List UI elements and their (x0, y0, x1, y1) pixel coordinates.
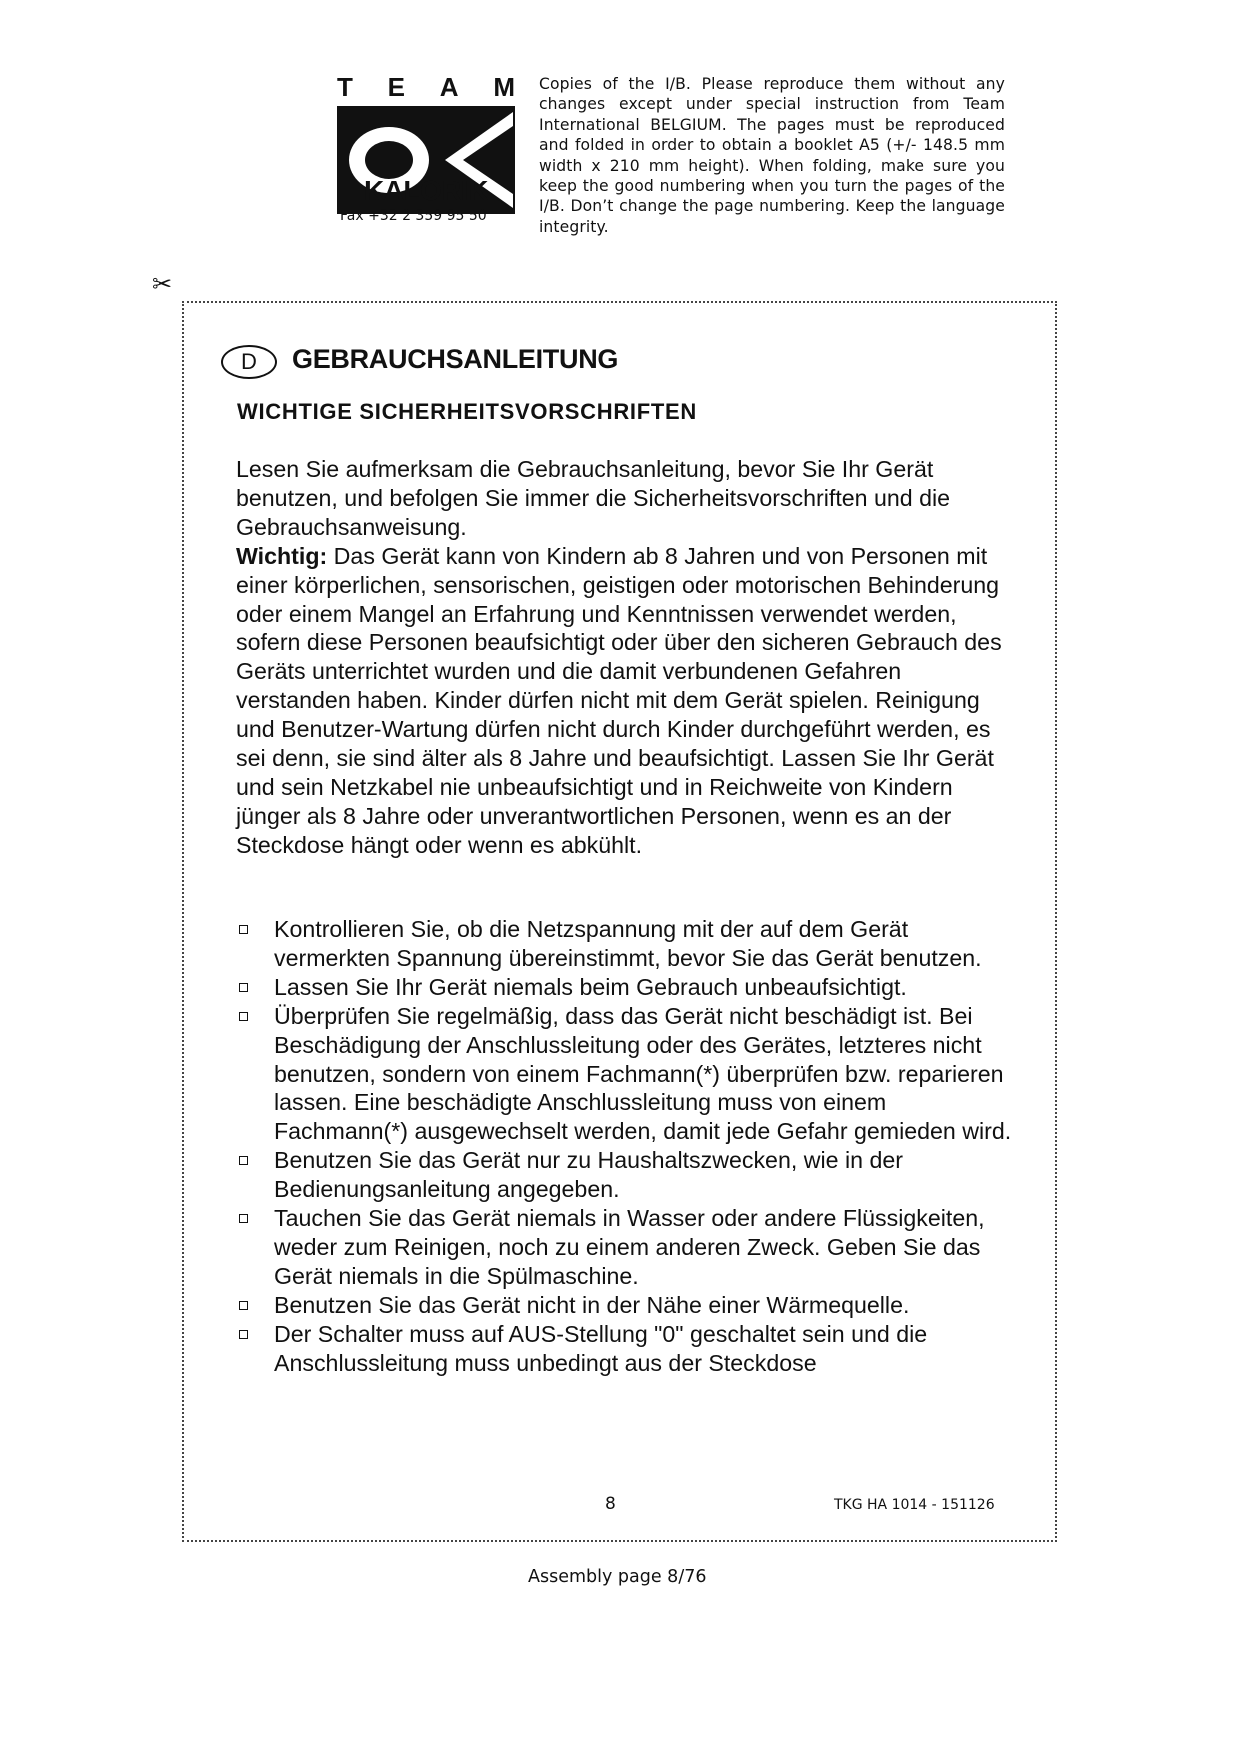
page-number: 8 (605, 1494, 616, 1514)
important-label: Wichtig: (236, 542, 328, 569)
fax-number: Fax +32 2 359 95 50 (340, 208, 487, 224)
reproduction-notice: Copies of the I/B. Please reproduce them without any changes except under special instruction from Team International BELGIUM. The pages must be reproduced and folded in order to obtain a booklet A5 (+/- 148.5 mm width x 210 mm height). When folding, make sure you keep the good numbering when you turn the pages of the I/B. Don’t change the page numbering. Keep the language integrity. (539, 75, 1005, 236)
safety-list (236, 915, 1026, 1378)
checkbox-bullet-icon (239, 1156, 248, 1165)
list-item-text: Kontrollieren Sie, ob die Netzspannung mit der auf dem Gerät vermerkten Spannung übereinstimmt, bevor Sie das Gerät benutzen. (274, 916, 982, 971)
list-item-text: Benutzen Sie das Gerät nur zu Haushaltszwecken, wie in der Bedienungsanleitung angegeben. (274, 1147, 903, 1203)
list-item-text: Überprüfen Sie regelmäßig, dass das Gerät nicht beschädigt ist. Bei Beschädigung der Anschlussleitung oder des Gerätes, letzteres nicht benutzen, sondern von einem Fachmann(*) überprüfen bzw. reparieren lassen. Eine beschädigte Anschlussleitung muss von einem Fachmann(*) ausgewechselt werden, damit jede Gefahr gemieden wird. (274, 1002, 1012, 1145)
model-code: TKG HA 1014 - 151126 (834, 1497, 995, 1513)
logo-letter: T (337, 72, 353, 102)
list-item (236, 973, 1026, 1002)
scissors-icon: ✂ (152, 270, 173, 298)
intro-paragraph: Lesen Sie aufmerksam die Gebrauchsanleitung, bevor Sie Ihr Gerät benutzen, und befolgen Sie immer die Sicherheitsvorschriften und die Gebrauchsanweisung. (236, 456, 951, 540)
logo-word-team (337, 74, 515, 100)
logo-letter: E (387, 72, 405, 102)
list-item-text: Benutzen Sie das Gerät nicht in der Nähe einer Wärmequelle. (274, 1291, 910, 1318)
list-item (236, 1320, 1026, 1378)
page-title: GEBRAUCHSANLEITUNG (292, 344, 619, 374)
checkbox-bullet-icon (239, 925, 248, 934)
section-subtitle: WICHTIGE SICHERHEITSVORSCHRIFTEN (237, 399, 697, 424)
logo-letter: A (439, 72, 459, 102)
logo-letter: M (493, 72, 515, 102)
checkbox-bullet-icon (239, 1330, 248, 1339)
list-item (236, 1204, 1026, 1291)
list-item (236, 1291, 1026, 1320)
checkbox-bullet-icon (239, 983, 248, 992)
list-item-text: Lassen Sie Ihr Gerät niemals beim Gebrauch unbeaufsichtigt. (274, 973, 907, 1000)
checkbox-bullet-icon (239, 1214, 248, 1223)
important-paragraph (236, 542, 1016, 860)
list-item-text: Tauchen Sie das Gerät niemals in Wasser oder andere Flüssigkeiten, weder zum Reinigen, noch zu einem anderen Zweck. Geben Sie das Gerät niemals in die Spülmaschine. (274, 1205, 985, 1289)
checkbox-bullet-icon (239, 1301, 248, 1310)
logo-word-kalorik: KALORIK (363, 175, 489, 206)
important-text: Das Gerät kann von Kindern ab 8 Jahren und von Personen mit einer körperlichen, sensorischen, geistigen oder motorischen Behinderung oder einem Mangel an Erfahrung und Kenntnissen verwendet werden, sofern diese Personen beaufsichtigt oder über den sicheren Gebrauch des Geräts unterrichtet wurden und die damit verbundenen Gefahren verstanden haben. Kinder dürfen nicht mit dem Gerät spielen. Reinigung und Benutzer-Wartung dürfen nicht durch Kinder durchgeführt werden, es sei denn, sie sind älter als 8 Jahre und beaufsichtigt. Lassen Sie Ihr Gerät und sein Netzkabel nie unbeaufsichtigt und in Reichweite von Kindern jünger als 8 Jahre oder unverantwortlichen Personen, wenn es an der Steckdose hängt oder wenn es abkühlt. (236, 542, 1002, 858)
list-item (236, 1002, 1026, 1147)
list-item (236, 1146, 1026, 1204)
list-item-text: Der Schalter muss auf AUS-Stellung "0" geschaltet sein und die Anschlussleitung muss unbedingt aus der Steckdose (274, 1320, 928, 1376)
assembly-page: Assembly page 8/76 (528, 1567, 707, 1587)
intro-text (236, 455, 1016, 860)
checkbox-bullet-icon (239, 1012, 248, 1021)
language-badge: D (221, 345, 277, 379)
list-item (236, 915, 1026, 973)
